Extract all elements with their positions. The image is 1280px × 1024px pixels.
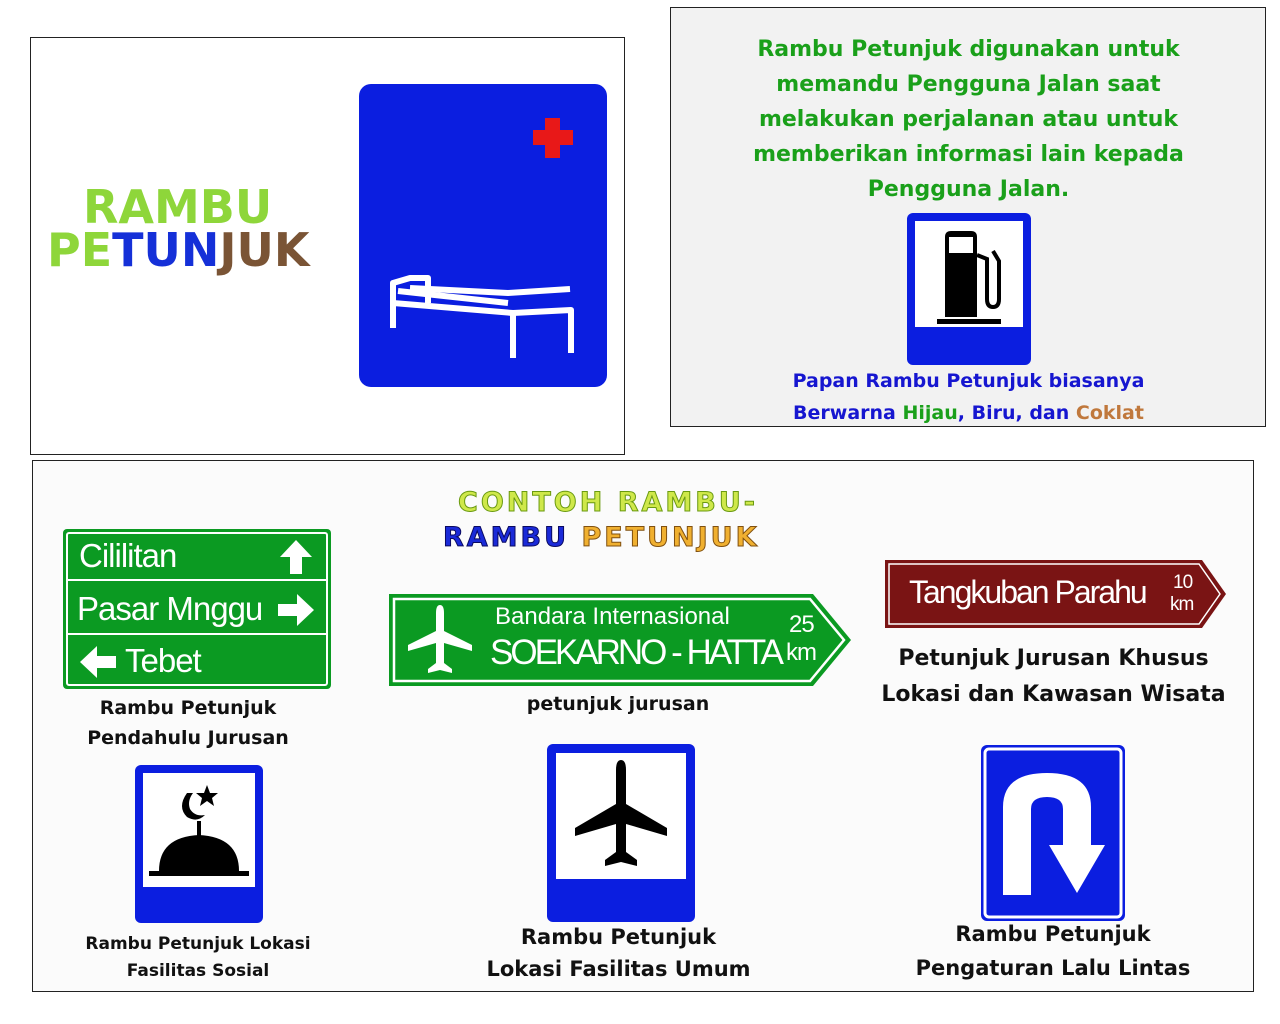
- sign2-caption: petunjuk jurusan: [526, 693, 710, 715]
- sign6-caption: Rambu Petunjuk Pengaturan Lalu Lintas: [915, 922, 1191, 980]
- sign1-caption: Rambu Petunjuk Pendahulu Jurusan: [87, 697, 289, 749]
- examples-heading-line1: CONTOH RAMBU-: [458, 487, 758, 518]
- sign2-line1-label: Bandara Internasional: [495, 603, 730, 630]
- sign4-caption: Rambu Petunjuk Lokasi Fasilitas Sosial: [85, 934, 311, 981]
- sign1-row2-label: Pasar Mnggu: [77, 590, 263, 627]
- airport-location-sign: [547, 744, 695, 922]
- mosque-sign: [135, 765, 263, 923]
- color-text-biru: , Biru, dan: [957, 402, 1076, 424]
- title-part-tun: TUN: [112, 223, 220, 277]
- title-part-pe: PE: [47, 223, 113, 277]
- sign3-name-label: Tangkuban Parahu: [909, 574, 1146, 610]
- arrow-right-icon: [277, 593, 315, 627]
- arrow-left-icon: [79, 645, 117, 679]
- heading-part-petunjuk: PETUNJUK: [581, 522, 760, 553]
- examples-heading-line2: [443, 522, 760, 553]
- sign2-line2-label: SOEKARNO - HATTA: [490, 633, 782, 672]
- info-color-line1: Papan Rambu Petunjuk biasanya: [792, 370, 1145, 392]
- arrow-up-icon: [279, 539, 313, 575]
- u-turn-sign: [981, 745, 1125, 921]
- info-panel: [670, 7, 1266, 427]
- color-text-hijau: Hijau: [902, 402, 958, 424]
- sign2-distance: 25: [789, 611, 814, 638]
- title-word-rambu: RAMBU: [83, 180, 273, 234]
- examples-panel: [32, 460, 1254, 992]
- fuel-sign: [907, 213, 1031, 365]
- info-color-line2: [741, 402, 1196, 424]
- sign3-caption: Petunjuk Jurusan Khusus Lokasi dan Kawasan Wisata: [881, 646, 1226, 707]
- heading-part-rambu: RAMBU: [443, 522, 582, 553]
- sign1-row3-label: Tebet: [125, 642, 201, 679]
- color-text-berwarna: Berwarna: [793, 402, 903, 424]
- direction-sign-pendahulu: [63, 529, 331, 689]
- sign5-caption: Rambu Petunjuk Lokasi Fasilitas Umum: [486, 925, 751, 981]
- hospital-sign: [358, 83, 608, 388]
- sign2-unit: km: [786, 639, 816, 666]
- title-panel: [30, 37, 625, 455]
- title-part-juk: JUK: [219, 223, 310, 277]
- sign1-row1-label: Cililitan: [79, 537, 177, 574]
- sign3-unit: km: [1170, 594, 1194, 615]
- info-description: Rambu Petunjuk digunakan untuk memandu Pengguna Jalan saat melakukan perjalanan atau untuk memberikan informasi lain kepada Pengguna Jalan.: [753, 37, 1184, 202]
- title-word-petunjuk: [47, 223, 310, 277]
- color-text-coklat: Coklat: [1075, 402, 1144, 424]
- sign3-distance: 10: [1173, 572, 1193, 593]
